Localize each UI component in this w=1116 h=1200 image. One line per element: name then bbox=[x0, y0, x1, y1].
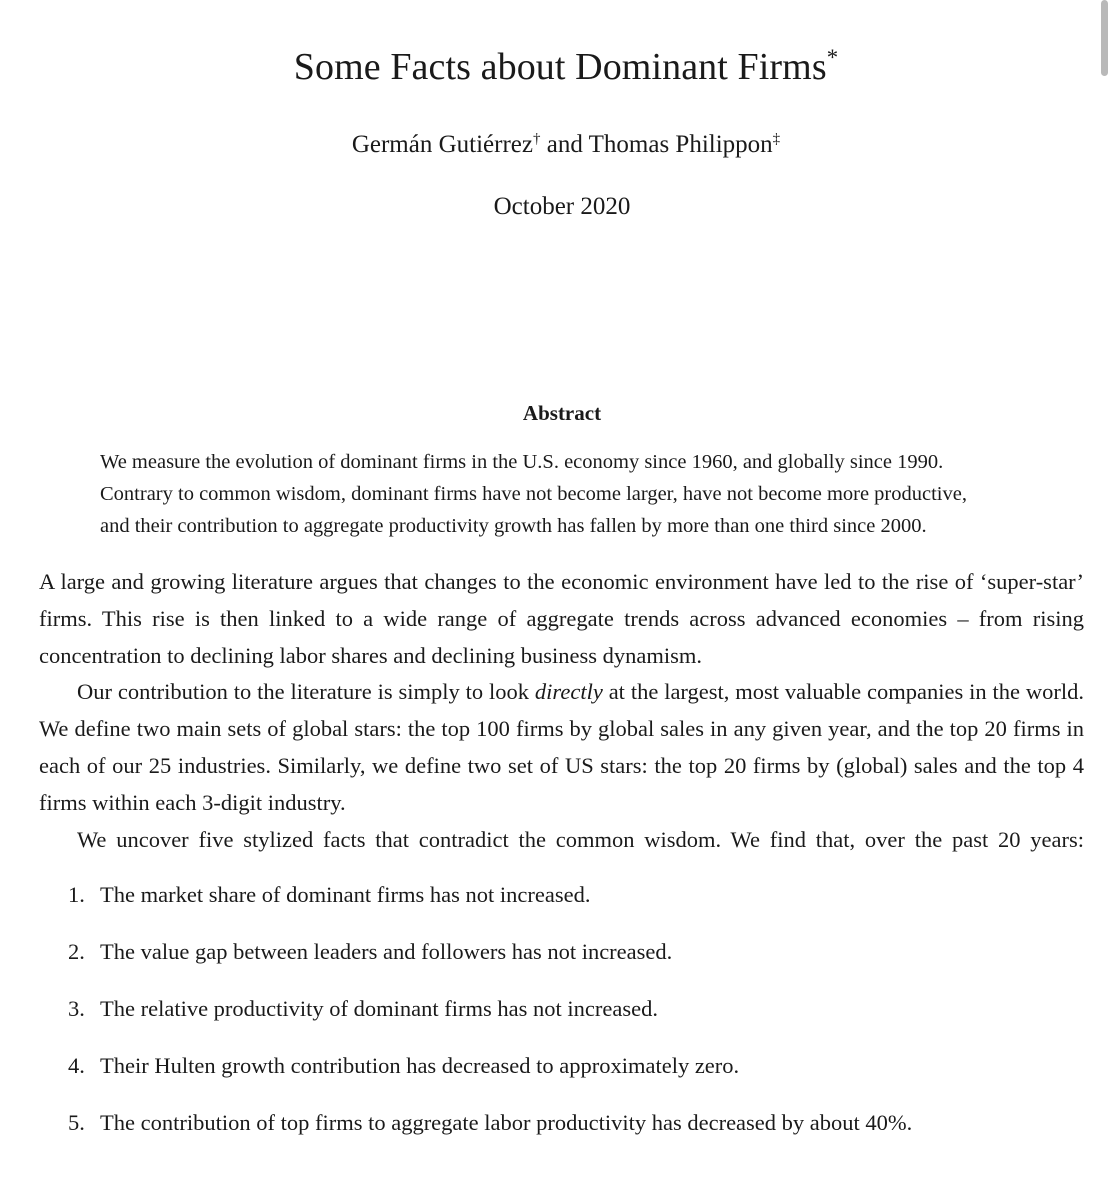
author-2-mark: ‡ bbox=[772, 131, 781, 147]
list-item-text: The relative productivity of dominant firms has not increased. bbox=[100, 996, 658, 1021]
facts-list bbox=[68, 877, 1068, 1162]
list-item-number: 4. bbox=[68, 1053, 85, 1078]
abstract-heading: Abstract bbox=[522, 401, 602, 425]
author-1-mark: † bbox=[532, 131, 541, 147]
author-connector: and bbox=[540, 131, 589, 158]
paragraph-2 bbox=[39, 674, 1084, 821]
vertical-scrollbar[interactable] bbox=[1101, 0, 1108, 76]
author-2: Thomas Philippon bbox=[588, 131, 773, 158]
author-1: Germán Gutiérrez bbox=[351, 131, 533, 158]
paragraph-2-start: Our contribution to the literature is simply to look bbox=[77, 679, 535, 705]
list-item-number: 3. bbox=[68, 996, 85, 1021]
list-item bbox=[68, 1048, 1068, 1105]
list-item bbox=[68, 877, 1068, 934]
list-item bbox=[68, 1105, 1068, 1162]
paragraph-3: We uncover five stylized facts that contradict the common wisdom. We find that, over the past 20 years: bbox=[77, 826, 1084, 852]
list-item-text: The contribution of top firms to aggregate labor productivity has decreased by about 40%. bbox=[100, 1110, 913, 1135]
list-item-number: 1. bbox=[68, 882, 85, 907]
body-text bbox=[39, 564, 1084, 858]
list-item-number: 2. bbox=[68, 939, 85, 964]
paragraph-2-emphasis: directly bbox=[534, 679, 603, 705]
paragraph-2-end: at the largest, most valuable companies in the world. We define two main sets of global stars: the top 100 firms by global sales in any given year, and the top 20 firms in each of our 25 industries. Similarly, we define two set of US stars: the top 20 firms by (global) sales and the top 4 firms within each 3-digit industry. bbox=[39, 679, 1085, 815]
abstract-line: and their contribution to aggregate productivity growth has fallen by more than one third since 2000. bbox=[100, 515, 927, 537]
list-item bbox=[68, 991, 1068, 1048]
list-item-text: The value gap between leaders and followers has not increased. bbox=[100, 939, 673, 964]
author-line bbox=[0, 128, 1116, 162]
list-item-text: Their Hulten growth contribution has decreased to approximately zero. bbox=[100, 1053, 740, 1078]
list-item-number: 5. bbox=[68, 1110, 85, 1135]
abstract-text bbox=[100, 446, 1035, 542]
paper-date: October 2020 bbox=[493, 193, 631, 220]
abstract-line: We measure the evolution of dominant firms in the U.S. economy since 1960, and globally since 1990. bbox=[100, 451, 944, 473]
paragraph-1: A large and growing literature argues that changes to the economic environment have led to the rise of ‘super-star’ firms. This rise is then linked to a wide range of aggregate trends across advanced economies – from rising concentration to declining labor shares and declining business dynamism. bbox=[39, 569, 1084, 668]
abstract-line: Contrary to common wisdom, dominant firms have not become larger, have not become more productive, bbox=[100, 483, 967, 505]
title-footnote-mark: * bbox=[826, 45, 839, 71]
paper-title bbox=[0, 42, 1116, 92]
list-item bbox=[68, 934, 1068, 991]
title-text: Some Facts about Dominant Firms bbox=[293, 46, 827, 88]
list-item-text: The market share of dominant firms has not increased. bbox=[100, 882, 591, 907]
